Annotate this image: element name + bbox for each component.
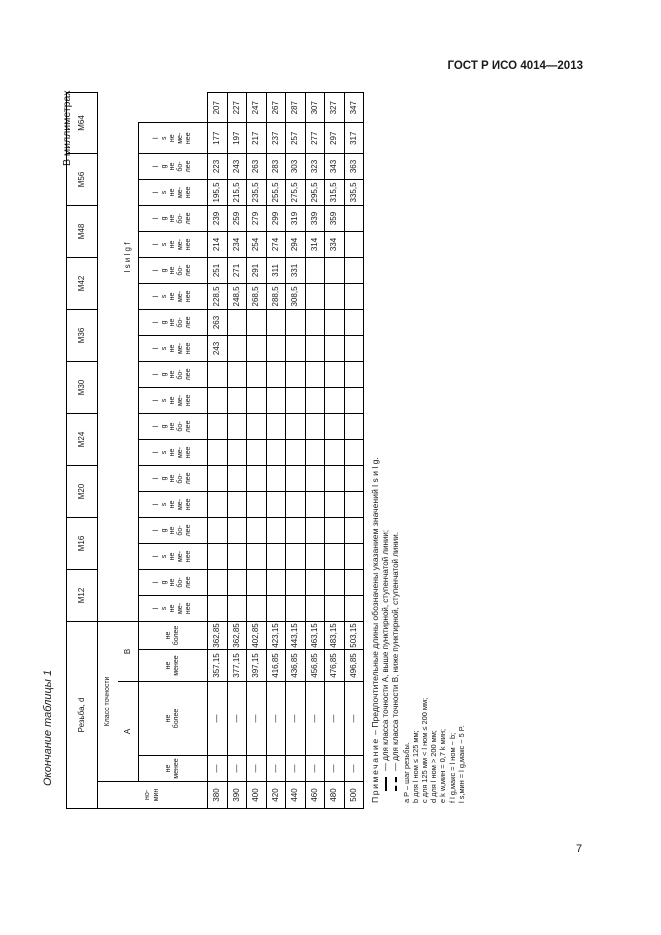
ls-header: l s не ме- нее (139, 179, 208, 205)
m24-ls-cell (208, 439, 228, 465)
ls-header: l s не ме- нее (139, 439, 208, 465)
nominal-length-cell: 480 (325, 782, 345, 809)
m16-lg-cell (325, 517, 345, 543)
b-min-header: не менее (139, 650, 208, 682)
m20-ls-cell (266, 491, 286, 517)
m30-lg-cell (286, 361, 306, 387)
ls-header: l s не ме- нее (139, 543, 208, 569)
m24-lg-cell (325, 413, 345, 439)
class-ab-row (118, 93, 139, 809)
m30-lg-cell (344, 361, 364, 387)
a-min-cell: — (208, 756, 228, 782)
m24-lg-cell (286, 413, 306, 439)
m36-ls-cell (227, 335, 247, 361)
m24-lg-cell (208, 413, 228, 439)
dashed-line-icon (395, 777, 397, 791)
m20-ls-cell (286, 491, 306, 517)
note-text: – Предпочтительные длины обозначены указанием значений l s и l g. (370, 457, 380, 735)
m12-lg-cell (305, 569, 325, 595)
a-max-cell: — (266, 682, 286, 756)
m12-lg-cell (286, 569, 306, 595)
m36-ls-cell (305, 335, 325, 361)
footnote-e: e k w,мин = 0,7 k мин; (438, 728, 448, 803)
table-continuation-caption: Окончание таблицы 1 (42, 669, 54, 786)
thread-size-row (67, 93, 98, 809)
m42-ls-cell: 228,5 (208, 283, 228, 309)
rotated-table-block (66, 92, 487, 809)
m20-lg-cell (247, 465, 267, 491)
m20-ls-cell (227, 491, 247, 517)
nominal-header: но- мин (98, 782, 208, 809)
m64-lg-cell: 267 (266, 93, 286, 123)
table-row (266, 93, 286, 809)
m56-lg-cell: 343 (325, 153, 345, 179)
m42-lg-cell (344, 257, 364, 283)
a-max-cell: — (344, 682, 364, 756)
m20-lg-cell (208, 465, 228, 491)
lg-header: l g не бо- лее (139, 153, 208, 179)
nominal-length-cell: 380 (208, 782, 228, 809)
m56-lg-cell: 323 (305, 153, 325, 179)
table-row (208, 93, 228, 809)
m12-lg-cell (208, 569, 228, 595)
m56-ls-cell: 315,5 (325, 179, 345, 205)
m48-lg-cell: 339 (305, 205, 325, 231)
m12-ls-cell (344, 595, 364, 621)
m56-lg-cell: 303 (286, 153, 306, 179)
m48-ls-cell: 334 (325, 231, 345, 257)
m42-lg-cell: 251 (208, 257, 228, 283)
m56-lg-cell: 363 (344, 153, 364, 179)
ls-header: l s не ме- нее (139, 283, 208, 309)
m48-ls-cell: 274 (266, 231, 286, 257)
b-max-cell: 463,15 (305, 621, 325, 649)
m64-ls-cell: 217 (247, 123, 267, 153)
b-max-cell: 503,15 (344, 621, 364, 649)
lg-header: l g не бо- лее (139, 517, 208, 543)
footnote-c: c для 125 мм < l ном ≤ 200 мм; (419, 697, 429, 803)
class-a: A (118, 682, 139, 782)
m56-ls-cell: 215,5 (227, 179, 247, 205)
m48-ls-cell (344, 231, 364, 257)
m24-ls-cell (286, 439, 306, 465)
lg-header: l g не бо- лее (139, 205, 208, 231)
units-caption: В миллиметрах (61, 90, 73, 166)
dimensions-table (66, 92, 364, 809)
table-row (325, 93, 345, 809)
m20-ls-cell (325, 491, 345, 517)
lg-header: l g не бо- лее (139, 309, 208, 335)
m16-lg-cell (208, 517, 228, 543)
a-min-cell: — (286, 756, 306, 782)
m30-lg-cell (266, 361, 286, 387)
table-row (247, 93, 267, 809)
footnote-b: b для l ном ≤ 125 мм; (410, 730, 420, 803)
ls-header: l s не ме- нее (139, 335, 208, 361)
nominal-length-cell: 460 (305, 782, 325, 809)
a-max-cell: — (247, 682, 267, 756)
m64-lg-cell: 327 (325, 93, 345, 123)
size-m24: M24 (67, 413, 98, 465)
size-m64: M64 (67, 93, 98, 154)
m30-ls-cell (266, 387, 286, 413)
b-min-cell: 357,15 (208, 650, 228, 682)
m48-lg-cell: 239 (208, 205, 228, 231)
lg-header: l g не бо- лее (139, 569, 208, 595)
m30-ls-cell (286, 387, 306, 413)
ls-header: l s не ме- нее (139, 123, 208, 153)
standard-header: ГОСТ Р ИСО 4014—2013 (447, 60, 583, 72)
m24-lg-cell (344, 413, 364, 439)
lg-header: l g не бо- лее (139, 361, 208, 387)
m16-ls-cell (286, 543, 306, 569)
b-max-header: не более (139, 621, 208, 649)
lg-header: l g не бо- лее (139, 465, 208, 491)
b-max-cell: 402,85 (247, 621, 267, 649)
m36-lg-cell: 263 (208, 309, 228, 335)
note-label: Примечание (370, 737, 380, 803)
page-number: 7 (576, 843, 583, 855)
b-max-cell: 443,15 (286, 621, 306, 649)
m36-lg-cell (247, 309, 267, 335)
b-min-cell: 436,85 (286, 650, 306, 682)
m24-lg-cell (266, 413, 286, 439)
m12-ls-cell (227, 595, 247, 621)
b-max-cell: 483,15 (325, 621, 345, 649)
m30-ls-cell (305, 387, 325, 413)
note-class-a: — для класса точности A, выше пунктирной, ступенчатой линии; (381, 92, 392, 803)
m64-ls-cell: 237 (266, 123, 286, 153)
m12-ls-cell (305, 595, 325, 621)
m16-ls-cell (266, 543, 286, 569)
table-row (286, 93, 306, 809)
size-m12: M12 (67, 569, 98, 621)
m36-ls-cell (344, 335, 364, 361)
m42-lg-cell (325, 257, 345, 283)
m64-ls-cell: 277 (305, 123, 325, 153)
a-max-cell: — (305, 682, 325, 756)
m20-lg-cell (325, 465, 345, 491)
m24-ls-cell (344, 439, 364, 465)
ls-header: l s не ме- нее (139, 231, 208, 257)
footnote-f: f l g,макс = l ном − b; (447, 732, 457, 803)
b-max-cell: 362,85 (208, 621, 228, 649)
solid-line-icon (385, 777, 387, 791)
m56-ls-cell: 275,5 (286, 179, 306, 205)
m56-lg-cell: 283 (266, 153, 286, 179)
m64-lg-cell: 307 (305, 93, 325, 123)
m16-ls-cell (227, 543, 247, 569)
lg-header: l g не бо- лее (139, 257, 208, 283)
m48-lg-cell: 279 (247, 205, 267, 231)
lg-header: l g не бо- лее (139, 413, 208, 439)
m30-ls-cell (208, 387, 228, 413)
a-min-cell: — (227, 756, 247, 782)
m20-ls-cell (247, 491, 267, 517)
m48-lg-cell: 259 (227, 205, 247, 231)
m24-ls-cell (266, 439, 286, 465)
m20-lg-cell (227, 465, 247, 491)
m36-ls-cell (325, 335, 345, 361)
m42-ls-cell: 288,5 (266, 283, 286, 309)
m30-ls-cell (325, 387, 345, 413)
m42-lg-cell: 331 (286, 257, 306, 283)
m42-ls-cell (325, 283, 345, 309)
m64-lg-cell: 347 (344, 93, 364, 123)
m36-ls-cell (266, 335, 286, 361)
m42-ls-cell: 248,5 (227, 283, 247, 309)
m16-ls-cell (325, 543, 345, 569)
m48-lg-cell: 359 (325, 205, 345, 231)
m12-ls-cell (208, 595, 228, 621)
m24-lg-cell (227, 413, 247, 439)
m12-ls-cell (286, 595, 306, 621)
m56-ls-cell: 235,5 (247, 179, 267, 205)
a-min-cell: — (344, 756, 364, 782)
m16-ls-cell (208, 543, 228, 569)
m12-lg-cell (227, 569, 247, 595)
m30-lg-cell (305, 361, 325, 387)
m48-ls-cell: 254 (247, 231, 267, 257)
size-m36: M36 (67, 309, 98, 361)
table-body (208, 93, 364, 809)
m12-ls-cell (247, 595, 267, 621)
m36-lg-cell (344, 309, 364, 335)
class-label: Класс точности (98, 621, 119, 781)
m56-lg-cell: 243 (227, 153, 247, 179)
m20-lg-cell (344, 465, 364, 491)
m56-ls-cell: 335,5 (344, 179, 364, 205)
m64-ls-cell: 317 (344, 123, 364, 153)
ls-header: l s не ме- нее (139, 491, 208, 517)
m64-ls-cell: 197 (227, 123, 247, 153)
class-b: B (118, 621, 139, 681)
m12-ls-cell (325, 595, 345, 621)
b-min-cell: 397,15 (247, 650, 267, 682)
size-m30: M30 (67, 361, 98, 413)
b-min-cell: 456,85 (305, 650, 325, 682)
m42-ls-cell: 268,5 (247, 283, 267, 309)
m30-ls-cell (344, 387, 364, 413)
m30-lg-cell (325, 361, 345, 387)
m30-lg-cell (208, 361, 228, 387)
m56-lg-cell: 263 (247, 153, 267, 179)
m36-lg-cell (227, 309, 247, 335)
m64-ls-cell: 297 (325, 123, 345, 153)
m48-ls-cell: 214 (208, 231, 228, 257)
b-min-cell: 416,85 (266, 650, 286, 682)
m42-ls-cell (305, 283, 325, 309)
m36-ls-cell: 243 (208, 335, 228, 361)
size-m16: M16 (67, 517, 98, 569)
nominal-length-cell: 420 (266, 782, 286, 809)
m48-ls-cell: 314 (305, 231, 325, 257)
a-max-cell: — (286, 682, 306, 756)
m64-lg-cell: 207 (208, 93, 228, 123)
m16-lg-cell (344, 517, 364, 543)
m42-lg-cell: 291 (247, 257, 267, 283)
a-min-header: не менее (139, 756, 208, 782)
class-row (98, 93, 119, 809)
m64-lg-cell: 247 (247, 93, 267, 123)
a-max-header: не более (139, 682, 208, 756)
m48-lg-cell (344, 205, 364, 231)
notes-block (370, 92, 466, 809)
m20-lg-cell (286, 465, 306, 491)
m20-ls-cell (208, 491, 228, 517)
m20-ls-cell (305, 491, 325, 517)
m42-lg-cell: 311 (266, 257, 286, 283)
m42-ls-cell: 308,5 (286, 283, 306, 309)
m16-lg-cell (286, 517, 306, 543)
size-m42: M42 (67, 257, 98, 309)
m64-lg-cell: 287 (286, 93, 306, 123)
m24-ls-cell (305, 439, 325, 465)
m16-lg-cell (305, 517, 325, 543)
footnote-g: l s,мин = l g,макс − 5 P. (456, 725, 466, 803)
m24-lg-cell (305, 413, 325, 439)
m16-ls-cell (305, 543, 325, 569)
m36-lg-cell (286, 309, 306, 335)
ls-header: l s не ме- нее (139, 595, 208, 621)
m30-ls-cell (247, 387, 267, 413)
note-line (370, 92, 381, 803)
m24-ls-cell (247, 439, 267, 465)
m12-lg-cell (266, 569, 286, 595)
note-class-b: — для класса точности B, ниже пунктирной, ступенчатой линии. (391, 92, 402, 803)
m20-lg-cell (305, 465, 325, 491)
m30-lg-cell (227, 361, 247, 387)
m24-ls-cell (227, 439, 247, 465)
m56-ls-cell: 255,5 (266, 179, 286, 205)
table-row (305, 93, 325, 809)
nominal-length-cell: 500 (344, 782, 364, 809)
b-max-cell: 423,15 (266, 621, 286, 649)
m48-lg-cell: 319 (286, 205, 306, 231)
m12-lg-cell (325, 569, 345, 595)
m56-ls-cell: 295,5 (305, 179, 325, 205)
m16-ls-cell (344, 543, 364, 569)
size-m48: M48 (67, 205, 98, 257)
m64-ls-cell: 257 (286, 123, 306, 153)
m12-lg-cell (344, 569, 364, 595)
m16-lg-cell (266, 517, 286, 543)
m48-lg-cell: 299 (266, 205, 286, 231)
m42-ls-cell (344, 283, 364, 309)
m12-ls-cell (266, 595, 286, 621)
subheader-row (139, 93, 208, 809)
table-row (227, 93, 247, 809)
m24-ls-cell (325, 439, 345, 465)
m12-lg-cell (247, 569, 267, 595)
m48-ls-cell: 234 (227, 231, 247, 257)
b-min-cell: 476,85 (325, 650, 345, 682)
m16-lg-cell (247, 517, 267, 543)
ls-lg-span-label: l s и l g f (122, 242, 132, 273)
a-min-cell: — (247, 756, 267, 782)
m42-lg-cell: 271 (227, 257, 247, 283)
a-min-cell: — (325, 756, 345, 782)
m24-lg-cell (247, 413, 267, 439)
thread-label: Резьба, d (67, 621, 98, 808)
m30-ls-cell (227, 387, 247, 413)
m30-lg-cell (247, 361, 267, 387)
m64-ls-cell: 177 (208, 123, 228, 153)
m16-lg-cell (227, 517, 247, 543)
m36-lg-cell (305, 309, 325, 335)
b-max-cell: 362,85 (227, 621, 247, 649)
footnote-a: a P – шаг резьбы. (401, 742, 411, 803)
m36-ls-cell (286, 335, 306, 361)
m16-ls-cell (247, 543, 267, 569)
nominal-length-cell: 400 (247, 782, 267, 809)
m64-lg-cell: 227 (227, 93, 247, 123)
a-min-cell: — (266, 756, 286, 782)
m48-ls-cell: 294 (286, 231, 306, 257)
a-max-cell: — (325, 682, 345, 756)
m56-ls-cell: 195,5 (208, 179, 228, 205)
size-m56: M56 (67, 153, 98, 205)
nominal-length-cell: 390 (227, 782, 247, 809)
a-max-cell: — (208, 682, 228, 756)
size-m20: M20 (67, 465, 98, 517)
m36-lg-cell (266, 309, 286, 335)
m20-lg-cell (266, 465, 286, 491)
m42-lg-cell (305, 257, 325, 283)
m56-lg-cell: 223 (208, 153, 228, 179)
ls-header: l s не ме- нее (139, 387, 208, 413)
m36-ls-cell (247, 335, 267, 361)
a-max-cell: — (227, 682, 247, 756)
b-min-cell: 377,15 (227, 650, 247, 682)
table-row (344, 93, 364, 809)
m20-ls-cell (344, 491, 364, 517)
nominal-length-cell: 440 (286, 782, 306, 809)
a-min-cell: — (305, 756, 325, 782)
m36-lg-cell (325, 309, 345, 335)
footnote-d: d для l ном > 200 мм; (429, 730, 439, 803)
b-min-cell: 496,85 (344, 650, 364, 682)
